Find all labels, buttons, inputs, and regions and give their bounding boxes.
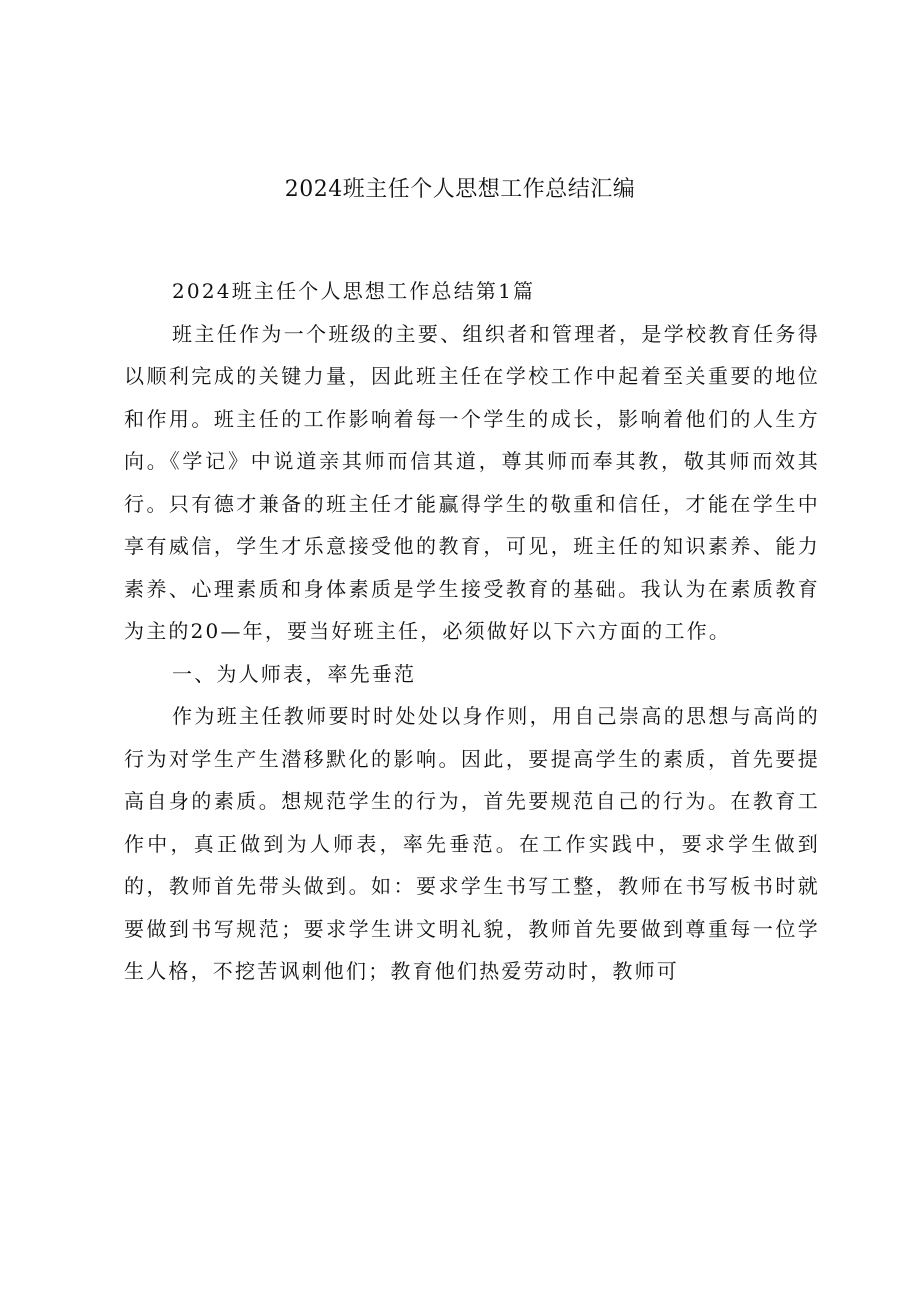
paragraph-intro: 班主任作为一个班级的主要、组织者和管理者，是学校教育任务得以顺利完成的关键力量，因此班主任在学校工作中起着至关重要的地位和作用。班主任的工作影响着每一个学生的成长，影响着他们的人生方向。《学记》中说道亲其师而信其道，尊其师而奉其教，敬其师而效其行。只有德才兼备的班主任才能赢得学生的敬重和信任，才能在学生中享有威信，学生才乐意接受他的教育，可见，班主任的知识素养、能力素养、心理素质和身体素质是学生接受教育的基础。我认为在素质教育为主的20—年，要当好班主任，必须做好以下六方面的工作。 bbox=[124, 321, 820, 643]
paragraph-role-model: 作为班主任教师要时时处处以身作则，用自己崇高的思想与高尚的行为对学生产生潜移默化的影响。因此，要提高学生的素质，首先要提高自身的素质。想规范学生的行为，首先要规范自己的行为。在教育工作中，真正做到为人师表，率先垂范。在工作实践中，要求学生做到的，教师首先带头做到。如：要求学生书写工整，教师在书写板书时就要做到书写规范；要求学生讲文明礼貌，教师首先要做到尊重每一位学生人格，不挖苦讽刺他们；教育他们热爱劳动时，教师可 bbox=[124, 704, 820, 983]
document-body bbox=[124, 270, 820, 993]
document-title: 2024班主任个人思想工作总结汇编 bbox=[284, 177, 636, 202]
subsection-heading: 一、为人师表，率先垂范 bbox=[172, 661, 417, 686]
section-title: 2024班主任个人思想工作总结第1篇 bbox=[172, 279, 536, 303]
